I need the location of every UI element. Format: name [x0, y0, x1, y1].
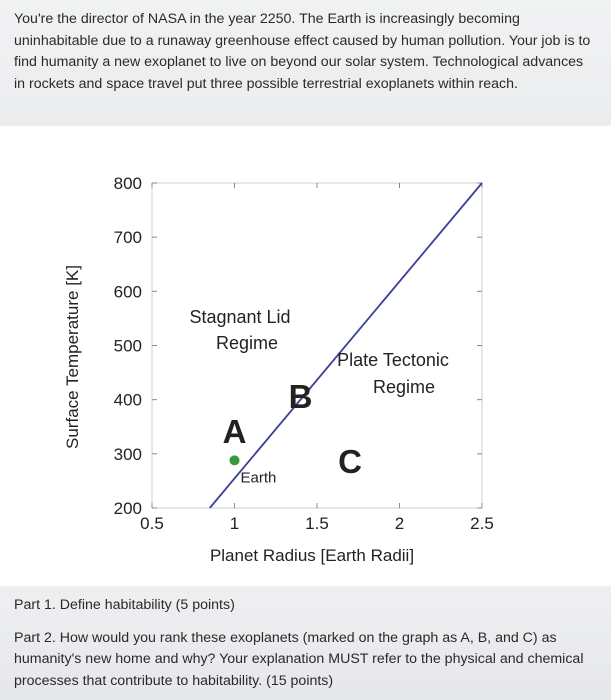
temperature-radius-chart [0, 126, 611, 586]
x-axis-label: Planet Radius [Earth Radii] [209, 546, 415, 565]
y-tick-label: 800 [113, 174, 142, 193]
questions-section [0, 586, 611, 700]
y-tick-label: 700 [113, 228, 142, 248]
x-tick-label: 2 [394, 514, 405, 533]
question-part2: Part 2. How would you rank these exoplanets (marked on the graph as A, B, and C) as humanity's new home and why? Your explanation MUST refer to the physical and chemical processes that contribute to habitability. (15 points) [14, 629, 584, 689]
plate-tectonic-label: Plate Tectonic [337, 350, 449, 370]
earth-label: Earth [240, 469, 277, 487]
question-part1: Part 1. Define habitability (5 points) [14, 597, 235, 613]
region-labels [189, 307, 448, 397]
x-tick-label: 1 [229, 514, 240, 533]
intro-paragraph [0, 0, 611, 126]
stagnant-lid-label: Stagnant Lid [189, 307, 291, 327]
planet-marker-a: A [222, 413, 247, 451]
x-tick-label: 0.5 [140, 514, 164, 533]
stagnant-lid-label-line2: Regime [215, 333, 279, 353]
planet-marker-c: C [338, 442, 362, 480]
y-tick-label: 500 [113, 336, 142, 356]
y-tick-label: 400 [113, 390, 142, 410]
y-tick-labels [114, 174, 482, 518]
planet-markers [223, 378, 362, 486]
x-tick-label: 1.5 [305, 514, 329, 533]
y-tick-label: 200 [113, 499, 142, 518]
y-tick-label: 300 [113, 444, 142, 464]
planet-marker-b: B [288, 377, 313, 415]
earth-point [230, 455, 240, 465]
y-axis-label: Surface Temperature [K] [63, 265, 82, 449]
x-tick-label: 2.5 [470, 514, 494, 533]
intro-text: You're the director of NASA in the year 2250. The Earth is increasingly becoming uninhabitable due to a runaway greenhouse effect caused by human pollution. Your job is to find humanity a new exoplanet to live on beyond our solar system. Technological advances in rockets and space travel put three possible terrestrial exoplanets within reach. [14, 11, 591, 92]
y-tick-label: 600 [113, 282, 142, 302]
plate-tectonic-label-line2: Regime [372, 377, 436, 397]
plot-frame [152, 183, 482, 508]
figure [0, 126, 611, 586]
